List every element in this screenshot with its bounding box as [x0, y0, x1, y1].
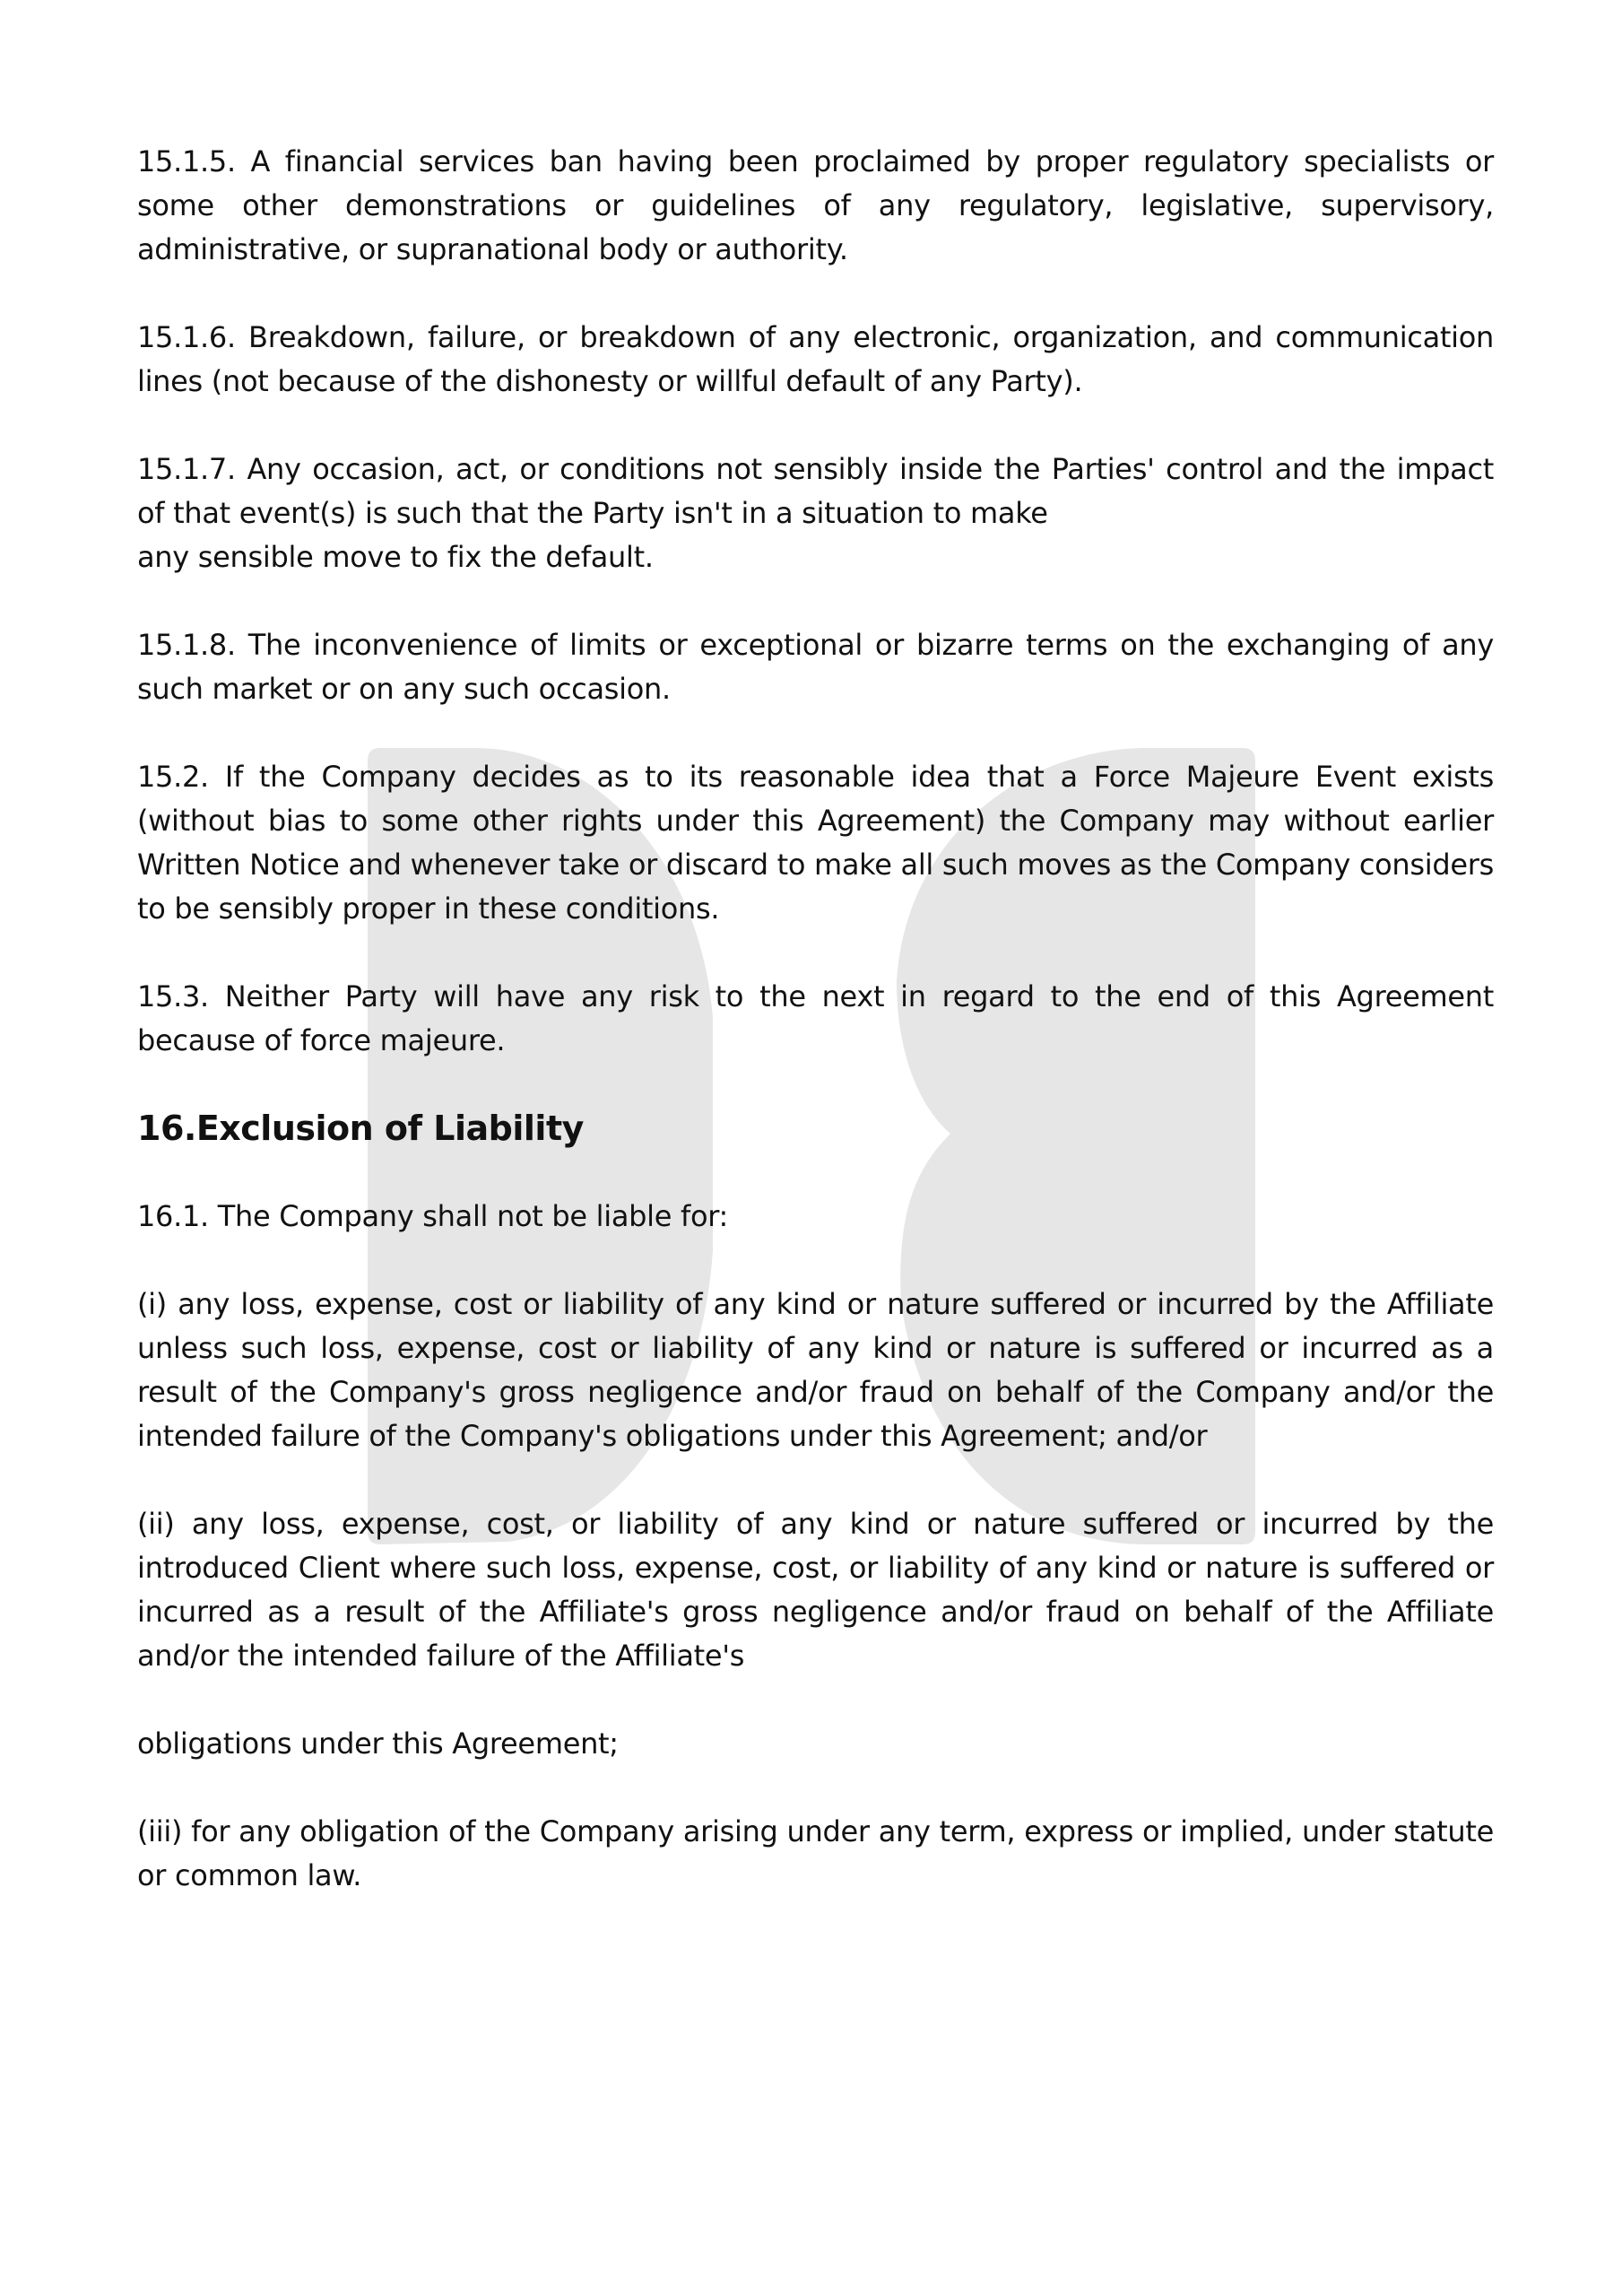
clause-16-1-i: (i) any loss, expense, cost or liability of any kind or nature suffered or incurred by the Affiliate unless such loss, expense, cost or liability of any kind or nature is suffered or incurred as a result of the Company's gross negligence and/or fraud on behalf of the Company and/or the intended failure of the Company's obligations under this Agreement; and/or [137, 1287, 1494, 1453]
clause-16-1-iii: (iii) for any obligation of the Company arising under any term, express or implied, under statute or common law. [137, 1814, 1494, 1892]
clause-16-1-ii-continued: obligations under this Agreement; [137, 1726, 619, 1761]
clause-15-2: 15.2. If the Company decides as to its reasonable idea that a Force Majeure Event exists (without bias to some other rights under this Agreement) the Company may without earlier Written Notice and whenever take or discard to make all such moves as the Company considers to be sensibly proper in these conditions. [137, 760, 1494, 926]
clause-15-1-7 [137, 448, 1494, 579]
clause-15-1-6: 15.1.6. Breakdown, failure, or breakdown of any electronic, organization, and communication lines (not because of the dishonesty or willful default of any Party). [137, 320, 1494, 398]
clause-16-1: 16.1. The Company shall not be liable for: [137, 1199, 729, 1233]
clause-15-1-7-line2: any sensible move to fix the default. [137, 540, 654, 574]
clause-15-1-5: 15.1.5. A financial services ban having been proclaimed by proper regulatory specialists or some other demonstrations or guidelines of any regulatory, legislative, supervisory, administrative, or supranational body or authority. [137, 144, 1494, 266]
clause-16-1-ii: (ii) any loss, expense, cost, or liability of any kind or nature suffered or incurred by the introduced Client where such loss, expense, cost, or liability of any kind or nature is suffered or incurred as a result of the Affiliate's gross negligence and/or fraud on behalf of the Affiliate and/or the intended failure of the Affiliate's [137, 1507, 1494, 1673]
section-heading-16: 16.Exclusion of Liability [137, 1109, 584, 1148]
clause-15-3: 15.3. Neither Party will have any risk to the next in regard to the end of this Agreement because of force majeure. [137, 979, 1494, 1057]
document-page [137, 140, 1494, 1942]
clause-15-1-8: 15.1.8. The inconvenience of limits or exceptional or bizarre terms on the exchanging of any such market or on any such occasion. [137, 628, 1494, 706]
clause-15-1-7-line1: 15.1.7. Any occasion, act, or conditions not sensibly inside the Parties' control and the impact of that event(s) is such that the Party isn't in a situation to make [137, 452, 1494, 530]
